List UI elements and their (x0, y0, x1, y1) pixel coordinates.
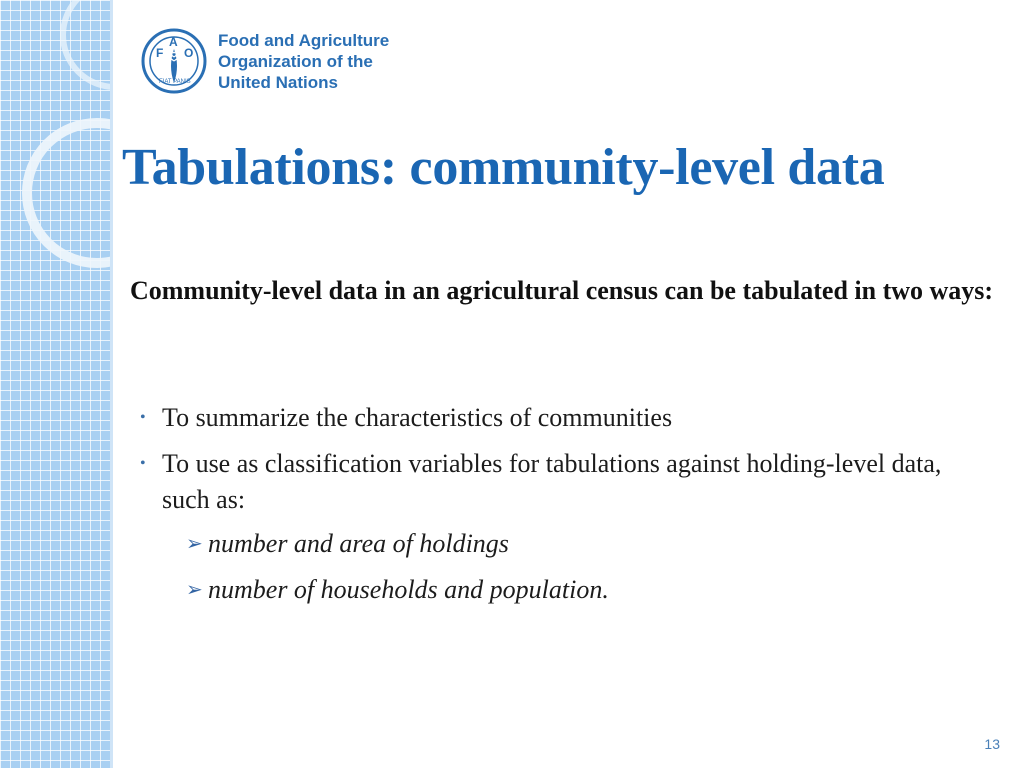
fao-logo (140, 26, 389, 96)
logo-line-2: Organization of the (218, 51, 373, 71)
bullet-text: To use as classification variables for tabulations against holding-level data, such as: (162, 449, 942, 514)
bullet-dot-icon: • (140, 455, 146, 472)
svg-text:F: F (156, 46, 164, 60)
arrow-bullet-icon: ➢ (186, 533, 203, 555)
sub-bullet-list (162, 526, 990, 608)
logo-line-1: Food and Agriculture (218, 30, 390, 50)
sub-bullet-item (186, 572, 990, 608)
fao-emblem-icon (140, 27, 208, 95)
bullet-item (140, 400, 990, 436)
decorative-ring-small (60, 0, 113, 90)
intro-text: Community-level data in an agricultural census can be tabulated in two ways: (130, 276, 994, 305)
arrow-bullet-icon: ➢ (186, 579, 203, 601)
decorative-side-band (0, 0, 113, 768)
sub-bullet-text: number of households and population. (208, 575, 609, 604)
page-number: 13 (984, 736, 1000, 752)
bullet-list (140, 400, 990, 618)
sub-bullet-item (186, 526, 990, 562)
decorative-ring (22, 118, 113, 268)
sub-bullet-text: number and area of holdings (208, 529, 509, 558)
svg-text:A: A (169, 35, 178, 49)
logo-line-3: United Nations (218, 72, 338, 92)
slide-title: Tabulations: community-level data (122, 139, 885, 196)
bullet-item (140, 446, 990, 608)
bullet-text: To summarize the characteristics of communities (162, 403, 673, 432)
logo-wordmark (218, 30, 389, 93)
svg-text:O: O (184, 46, 194, 60)
bullet-dot-icon: • (140, 409, 146, 426)
svg-text:FIAT PANIS: FIAT PANIS (159, 79, 191, 85)
